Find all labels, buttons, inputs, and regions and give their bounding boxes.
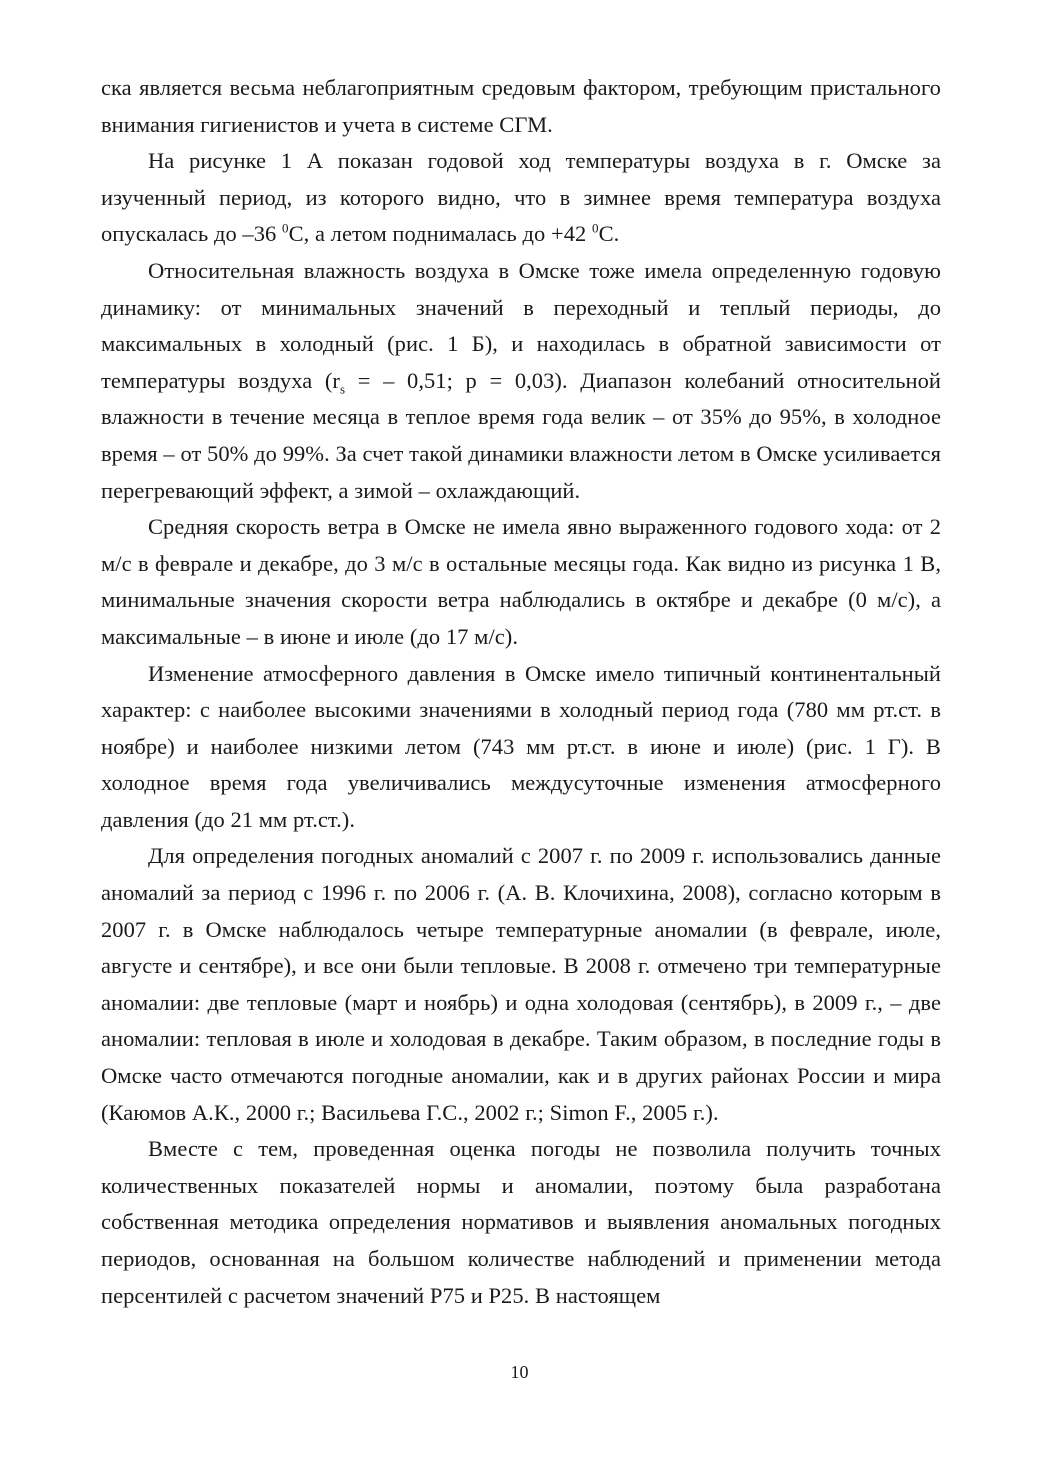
body-text xyxy=(101,70,941,1314)
paragraph-continuation xyxy=(101,70,941,143)
paragraph-wind-speed xyxy=(101,509,941,655)
text-run: = – 0,51; p = 0,03). Диапазон колебаний относительной влажности в течение месяца в теплое время года велик – от 35% до 95%, в холодное время – от 50% до 99%. За счет такой динамики влажности летом в Омске усиливается перегревающий эффект, а зимой – охлаждающий. xyxy=(101,367,941,503)
paragraph-methodology xyxy=(101,1131,941,1314)
paragraph-weather-anomalies xyxy=(101,838,941,1131)
superscript: 0 xyxy=(282,220,289,236)
text-run: ска является весьма неблагоприятным средовым фактором, требующим пристального внимания гигиенистов и учета в системе СГМ. xyxy=(101,75,941,137)
page-number: 10 xyxy=(510,1362,529,1382)
text-run: С, а летом поднималась до +42 xyxy=(288,221,593,247)
paragraph-humidity xyxy=(101,253,941,509)
superscript: 0 xyxy=(592,220,599,236)
text-run: На рисунке 1 А показан годовой ход температуры воздуха в г. Омске за изученный период, из которого видно, что в зимнее время температура воздуха опускалась до –36 xyxy=(101,148,941,247)
paragraph-pressure xyxy=(101,656,941,839)
paragraph-air-temperature xyxy=(101,143,941,253)
text-run: Средняя скорость ветра в Омске не имела явно выраженного годового хода: от 2 м/с в феврале и декабре, до 3 м/с в остальные месяцы года. Как видно из рисунка 1 В, минимальные значения скорости ветра наблюдались в октябре и декабре (0 м/с), а максимальные – в июне и июле (до 17 м/с). xyxy=(101,514,941,649)
text-run: Относительная влажность воздуха в Омске тоже имела определенную годовую динамику: от минимальных значений в переходный и теплый периоды, до максимальных в холодный (рис. 1 Б), и находилась в обратной зависимости от температуры воздуха (r xyxy=(101,257,941,393)
subscript: s xyxy=(339,381,346,397)
text-run: Для определения погодных аномалий с 2007 г. по 2009 г. использовались данные аномалий за период с 1996 г. по 2006 г. (А. В. Клочихина, 2008), согласно которым в 2007 г. в Омске наблюдалось четыре температурные аномалии (в феврале, июле, августе и сентябре), и все они были тепловые. В 2008 г. отмечено три температурные аномалии: две тепловые (март и ноябрь) и одна холодовая (сентябрь), в 2009 г., – две аномалии: тепловая в июле и холодовая в декабре. Таким образом, в последние годы в Омске часто отмечаются погодные аномалии, как и в других районах России и мира (Каюмов А.К., 2000 г.; Васильева Г.С., 2002 г.; Simon F., 2005 г.). xyxy=(101,843,941,1125)
text-run: С. xyxy=(598,221,620,247)
text-run: Изменение атмосферного давления в Омске имело типичный континентальный характер: с наиболее высокими значениями в холодный период года (780 мм рт.ст. в ноябре) и наиболее низкими летом (743 мм рт.ст. в июне и июле) (рис. 1 Г). В холодное время года увеличивались междусуточные изменения атмосферного давления (до 21 мм рт.ст.). xyxy=(101,660,941,832)
text-run: Вместе с тем, проведенная оценка погоды не позволила получить точных количественных показателей нормы и аномалии, поэтому была разработана собственная методика определения нормативов и выявления аномальных погодных периодов, основанная на большом количестве наблюдений и применении метода персентилей с расчетом значений Р75 и Р25. В настоящем xyxy=(101,1136,941,1308)
